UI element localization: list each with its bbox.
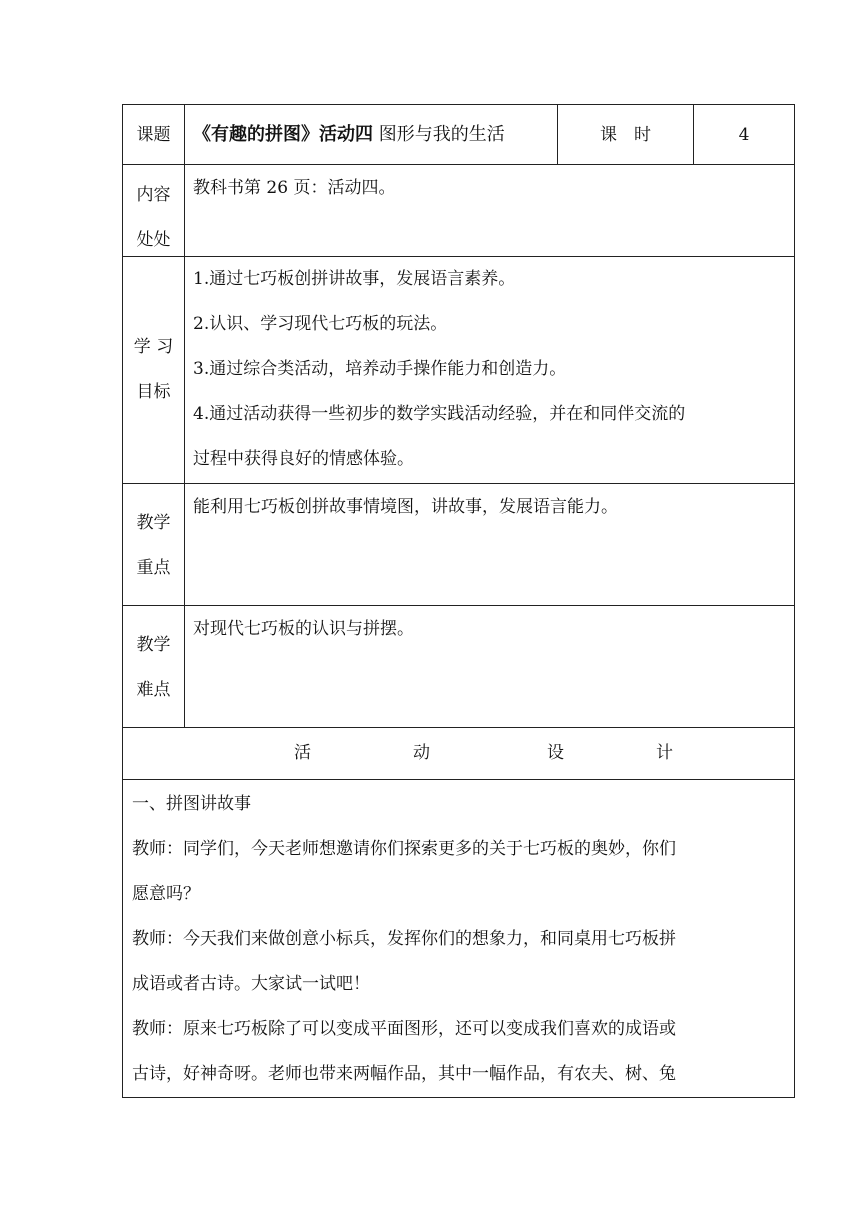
topic-title-bold: 《有趣的拼图》活动四 xyxy=(193,124,373,145)
design-line: 愿意吗？ xyxy=(132,884,200,904)
content-text: 教科书第 26 页：活动四。 xyxy=(193,178,396,198)
topic-title-cell xyxy=(184,105,557,164)
title-row xyxy=(122,104,795,164)
goal-item: 4.通过活动获得一些初步的数学实践活动经验，并在和同伴交流的 xyxy=(193,404,686,424)
design-body-text xyxy=(132,782,785,1097)
topic-label: 课题 xyxy=(136,125,171,145)
goal-item: 1.通过七巧板创拼讲故事，发展语言素养。 xyxy=(193,269,516,289)
design-line: 教师：今天我们来做创意小标兵，发挥你们的想象力，和同桌用七巧板拼 xyxy=(132,929,676,949)
difficulty-text: 对现代七巧板的认识与拼摆。 xyxy=(193,619,414,639)
lesson-plan-table xyxy=(122,104,795,1098)
design-header-char: 计 xyxy=(656,743,673,763)
goal-item: 2.认识、学习现代七巧板的玩法。 xyxy=(193,314,448,334)
design-header-row xyxy=(122,727,795,779)
design-line: 教师：同学们，今天老师想邀请你们探索更多的关于七巧板的奥妙，你们 xyxy=(132,839,676,859)
period-label: 课 时 xyxy=(557,105,693,164)
content-label: 内容 处处 xyxy=(136,185,171,250)
difficulty-row xyxy=(122,605,795,727)
design-header-char: 活 xyxy=(294,743,311,763)
key-points-label: 教学 重点 xyxy=(136,513,171,578)
design-header-char: 动 xyxy=(413,743,430,763)
goals-list xyxy=(193,257,784,482)
goals-row xyxy=(122,256,795,483)
key-points-text: 能利用七巧板创拼故事情境图，讲故事，发展语言能力。 xyxy=(193,497,618,517)
design-line: 成语或者古诗。大家试一试吧！ xyxy=(132,974,370,994)
design-line: 一、拼图讲故事 xyxy=(132,794,251,814)
design-header-char: 设 xyxy=(547,743,564,763)
topic-title-rest: 图形与我的生活 xyxy=(373,124,505,145)
design-line: 教师：原来七巧板除了可以变成平面图形，还可以变成我们喜欢的成语或 xyxy=(132,1019,676,1039)
difficulty-label: 教学 难点 xyxy=(136,635,171,700)
goal-item: 过程中获得良好的情感体验。 xyxy=(193,449,414,469)
key-points-row xyxy=(122,483,795,605)
content-row xyxy=(122,164,795,256)
design-line: 古诗，好神奇呀。老师也带来两幅作品，其中一幅作品，有农夫、树、兔 xyxy=(132,1064,676,1084)
period-value: 4 xyxy=(693,105,794,164)
goals-label: 学 习 目标 xyxy=(133,337,174,402)
design-body-row xyxy=(122,779,795,1098)
goal-item: 3.通过综合类活动，培养动手操作能力和创造力。 xyxy=(193,359,567,379)
